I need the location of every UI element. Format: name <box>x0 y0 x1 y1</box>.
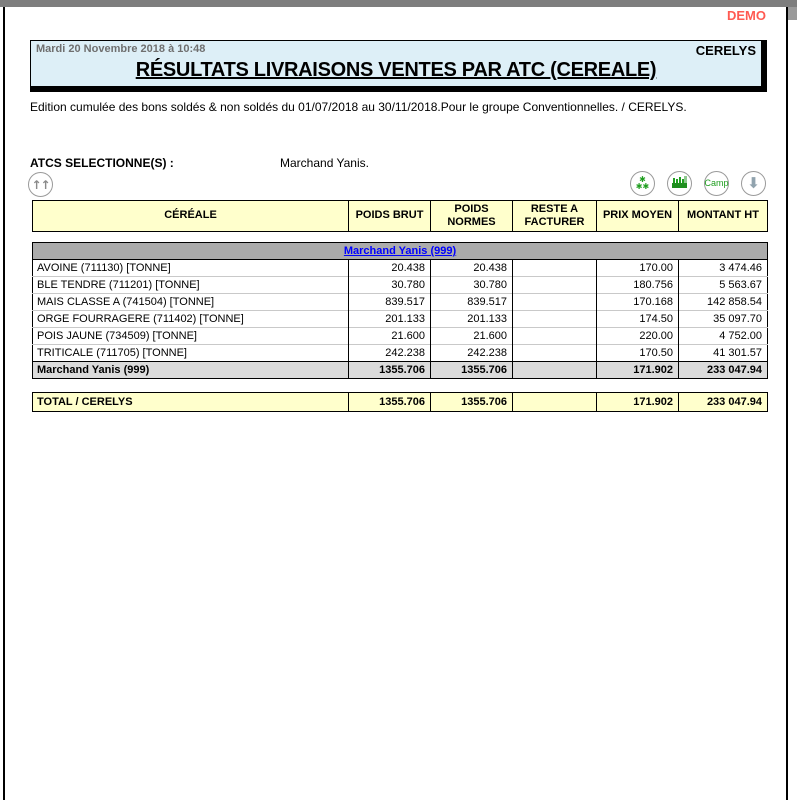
demo-badge: DEMO <box>727 8 766 23</box>
subtotal-reste <box>513 362 597 379</box>
subtotal-poids-brut: 1355.706 <box>349 362 431 379</box>
report-title: RÉSULTATS LIVRAISONS VENTES PAR ATC (CEREALE) <box>135 59 657 81</box>
window-top-bar <box>0 0 797 7</box>
atcs-selected-label: ATCS SELECTIONNE(S) : <box>30 156 174 170</box>
group-link[interactable]: Marchand Yanis (999) <box>343 245 457 257</box>
value-cell: 839.517 <box>349 294 431 311</box>
company-name: CERELYS <box>695 43 756 58</box>
value-cell: 4 752.00 <box>679 328 768 345</box>
value-cell: 201.133 <box>431 311 513 328</box>
value-cell: 170.00 <box>597 260 679 277</box>
group-subtotal-row <box>33 362 768 379</box>
cereale-cell: BLE TENDRE (711201) [TONNE] <box>33 277 349 294</box>
campaign-button[interactable] <box>704 171 729 196</box>
value-cell: 170.50 <box>597 345 679 362</box>
column-header-reste-a-facturer: RESTE A FACTURER <box>513 201 597 232</box>
results-table-body <box>32 242 768 379</box>
report-date: Mardi 20 Novembre 2018 à 10:48 <box>36 43 206 55</box>
value-cell: 41 301.57 <box>679 345 768 362</box>
subtotal-prix-moyen: 171.902 <box>597 362 679 379</box>
cereale-cell: TRITICALE (711705) [TONNE] <box>33 345 349 362</box>
factory-button[interactable] <box>667 171 692 196</box>
grand-total-row <box>32 392 768 412</box>
table-row <box>33 294 768 311</box>
results-table-header <box>32 200 768 232</box>
value-cell: 35 097.70 <box>679 311 768 328</box>
value-cell: 20.438 <box>431 260 513 277</box>
value-cell: 30.780 <box>349 277 431 294</box>
value-cell: 30.780 <box>431 277 513 294</box>
total-prix-moyen: 171.902 <box>597 393 679 412</box>
cereale-cell: MAIS CLASSE A (741504) [TONNE] <box>33 294 349 311</box>
column-header-montant-ht: MONTANT HT <box>679 201 768 232</box>
table-row <box>33 328 768 345</box>
download-button[interactable] <box>741 171 766 196</box>
value-cell: 174.50 <box>597 311 679 328</box>
value-cell: 180.756 <box>597 277 679 294</box>
value-cell <box>513 311 597 328</box>
table-row <box>33 260 768 277</box>
total-reste <box>513 393 597 412</box>
table-row <box>33 277 768 294</box>
double-up-arrow-icon: ↑↑ <box>31 177 50 192</box>
group-band-row <box>33 243 768 260</box>
value-cell: 242.238 <box>349 345 431 362</box>
table-row <box>33 345 768 362</box>
value-cell: 170.168 <box>597 294 679 311</box>
report-subtitle: Edition cumulée des bons soldés & non soldés du 01/07/2018 au 30/11/2018.Pour le groupe Conventionnelles. / CERELYS. <box>30 100 687 114</box>
table-row <box>33 311 768 328</box>
subtotal-poids-normes: 1355.706 <box>431 362 513 379</box>
atcs-selected-value: Marchand Yanis. <box>280 156 369 170</box>
factory-icon <box>671 175 688 192</box>
value-cell: 242.238 <box>431 345 513 362</box>
value-cell: 839.517 <box>431 294 513 311</box>
campaign-icon: Camp <box>704 178 729 188</box>
column-header-cereale: CÉRÉALE <box>33 201 349 232</box>
total-label: TOTAL / CERELYS <box>33 393 349 412</box>
value-cell <box>513 277 597 294</box>
value-cell <box>513 345 597 362</box>
value-cell <box>513 328 597 345</box>
total-montant: 233 047.94 <box>679 393 768 412</box>
subtotal-label: Marchand Yanis (999) <box>33 362 349 379</box>
value-cell: 201.133 <box>349 311 431 328</box>
value-cell: 21.600 <box>431 328 513 345</box>
value-cell <box>513 260 597 277</box>
stars-icon: ✱ ✱✱ <box>635 175 650 191</box>
column-header-poids-normes: POIDS NORMES <box>431 201 513 232</box>
cereale-cell: AVOINE (711130) [TONNE] <box>37 262 171 274</box>
value-cell: 3 474.46 <box>679 260 768 277</box>
value-cell: 142 858.54 <box>679 294 768 311</box>
toolbar <box>630 171 766 196</box>
scroll-top-button[interactable] <box>28 172 53 197</box>
page-right-border-shadow <box>788 7 797 20</box>
download-icon: ⬇ <box>747 174 760 192</box>
value-cell <box>513 294 597 311</box>
column-header-prix-moyen: PRIX MOYEN <box>597 201 679 232</box>
page-left-border <box>3 7 5 800</box>
column-header-poids-brut: POIDS BRUT <box>349 201 431 232</box>
value-cell: 5 563.67 <box>679 277 768 294</box>
subtotal-montant: 233 047.94 <box>679 362 768 379</box>
value-cell: 220.00 <box>597 328 679 345</box>
value-cell: 20.438 <box>349 260 431 277</box>
value-cell: 21.600 <box>349 328 431 345</box>
cereale-cell: ORGE FOURRAGERE (711402) [TONNE] <box>33 311 349 328</box>
total-poids-normes: 1355.706 <box>431 393 513 412</box>
page-right-border <box>786 7 788 800</box>
report-header <box>30 40 767 92</box>
cereale-cell: POIS JAUNE (734509) [TONNE] <box>33 328 349 345</box>
total-poids-brut: 1355.706 <box>349 393 431 412</box>
stars-button[interactable] <box>630 171 655 196</box>
